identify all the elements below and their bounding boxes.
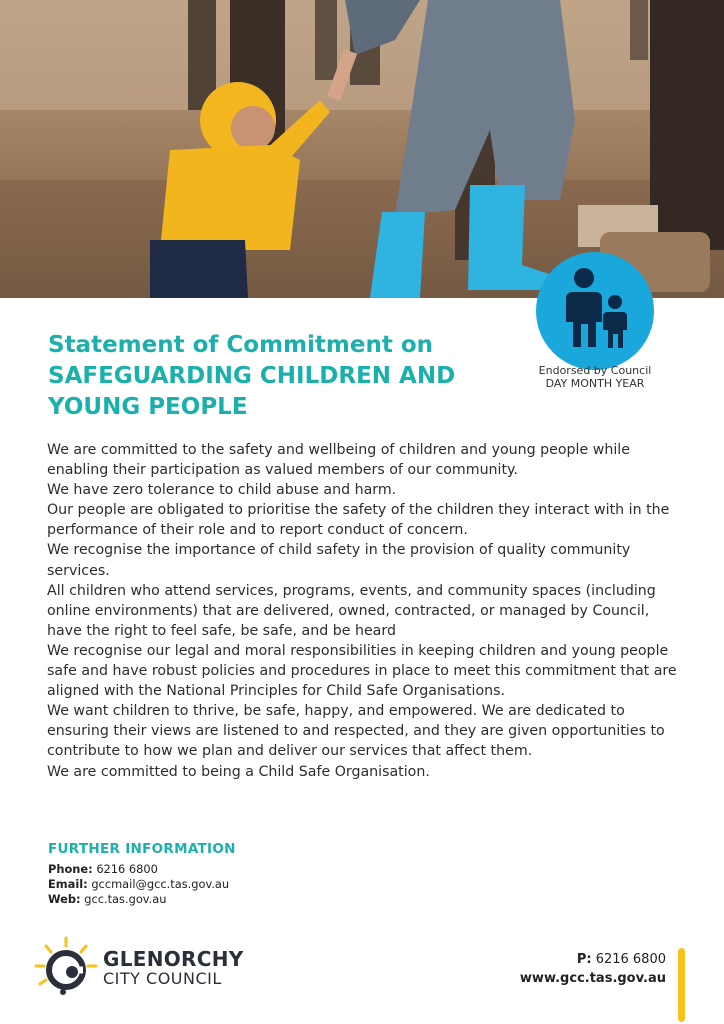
council-logo: [32, 934, 100, 1006]
paragraph: We are committed to being a Child Safe Organisation.: [47, 763, 430, 780]
endorsed-date: DAY MONTH YEAR: [545, 377, 645, 390]
wordmark-line-1: GLENORCHY: [103, 947, 244, 971]
email-link[interactable]: gccmail@gcc.tas.gov.au: [91, 877, 230, 891]
footer-contact: [520, 950, 666, 988]
footer-phone-label: P:: [576, 952, 592, 967]
footer-web-link[interactable]: www.gcc.tas.gov.au: [519, 971, 666, 986]
paragraph: We have zero tolerance to child abuse and harm.: [47, 482, 397, 499]
paragraph: Our people are obligated to prioritise the safety of the children they interact with in the performance of their role and to report conduct of concern.: [47, 502, 670, 539]
paragraph: We want children to thrive, be safe, happy, and empowered. We are dedicated to ensuring their views are listened to and respected, and they are given opportunities to contribute to how we plan and deliver our services that affect them.: [47, 703, 665, 760]
further-info-heading: FURTHER INFORMATION: [48, 841, 236, 857]
paragraph: We are committed to the safety and wellbeing of children and young people while enabling their participation as valued members of our community.: [47, 442, 630, 479]
phone-value[interactable]: 6216 6800: [96, 862, 158, 876]
title-line-3: YOUNG PEOPLE: [48, 394, 248, 420]
paragraph: All children who attend services, programs, events, and community spaces (including online environments) that are delivered, owned, contracted, or managed by Council, have the right to feel safe, be safe, and be heard: [47, 582, 656, 639]
page-title: [48, 330, 528, 423]
web-link[interactable]: gcc.tas.gov.au: [84, 892, 167, 906]
child-safe-badge: [536, 252, 654, 370]
parent-child-icon: [536, 252, 654, 370]
commitment-statement: [47, 440, 687, 782]
phone-label: Phone:: [48, 862, 93, 876]
glenorchy-logo-icon: [32, 934, 100, 1002]
contact-details: [48, 862, 229, 907]
wordmark-line-2: CITY COUNCIL: [103, 969, 222, 988]
web-row: [48, 892, 229, 907]
title-line-2: SAFEGUARDING CHILDREN AND: [48, 363, 456, 389]
title-line-1: Statement of Commitment on: [48, 332, 434, 358]
paragraph: We recognise the importance of child safety in the provision of quality community services.: [47, 542, 631, 579]
phone-row: [48, 862, 229, 877]
accent-bar: [678, 948, 685, 1022]
council-wordmark: [103, 948, 244, 988]
paragraph: We recognise our legal and moral responsibilities in keeping children and young people safe and have robust policies and procedures in place to meet this commitment that are aligned with the National Principles for Child Safe Organisations.: [47, 642, 677, 700]
footer-phone: [520, 950, 666, 969]
endorsement-note: [520, 364, 670, 390]
endorsed-line: Endorsed by Council: [538, 364, 652, 377]
email-label: Email:: [48, 877, 88, 891]
footer-phone-value[interactable]: 6216 6800: [595, 952, 666, 967]
email-row: [48, 877, 229, 892]
web-label: Web:: [48, 892, 81, 906]
